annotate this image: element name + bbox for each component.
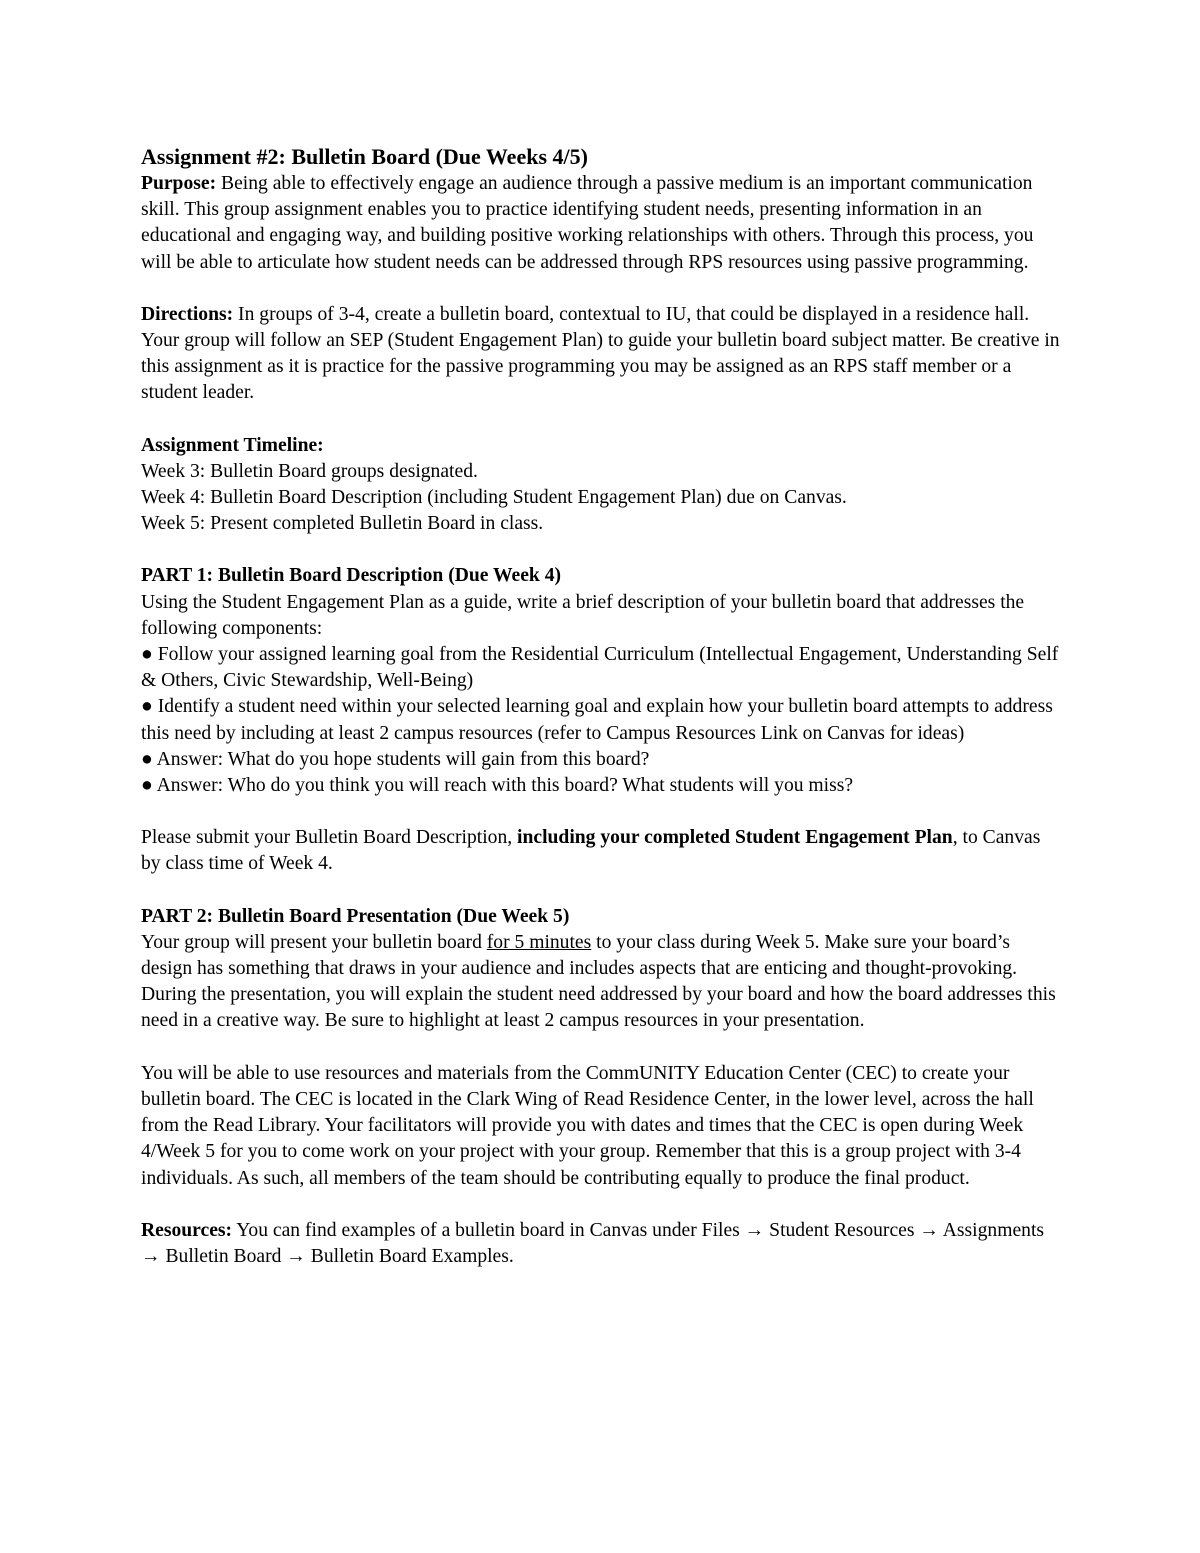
spacer <box>141 878 1061 904</box>
part2-paragraph <box>141 930 1061 1035</box>
part2-text-underline: for 5 minutes <box>486 931 592 953</box>
part1-bullet <box>141 642 1061 694</box>
part1-bullet <box>141 747 1061 773</box>
submit-pre: Please submit your Bulletin Board Description, <box>141 827 518 849</box>
timeline-item: Week 4: Bulletin Board Description (including Student Engagement Plan) due on Canvas. <box>141 487 847 509</box>
spacer <box>141 276 1061 302</box>
part1-heading: PART 1: Bulletin Board Description (Due Week 4) <box>141 565 562 587</box>
timeline-item: Week 5: Present completed Bulletin Board in class. <box>141 513 544 535</box>
submit-post: , to Canvas by class time of Week 4. <box>141 827 1041 875</box>
purpose-paragraph <box>141 171 1061 276</box>
purpose-label: Purpose: <box>141 173 217 194</box>
bullet-icon: ● <box>141 696 153 718</box>
purpose-text: Being able to effectively engage an audience through a passive medium is an important communication skill. This group assignment enables you to practice identifying student needs, presenting information in an educational and engaging way, and building positive working relationships with others. Through this process, you will be able to articulate how student needs can be addressed through RPS resources using passive programming. <box>141 173 1034 273</box>
bullet-text: Follow your assigned learning goal from the Residential Curriculum (Intellectual Engagement, Understanding Self & Others, Civic Stewardship, Well-Being) <box>141 644 1059 692</box>
bullet-text: Answer: Who do you think you will reach with this board? What students will you miss? <box>152 775 854 797</box>
bullet-text: Identify a student need within your selected learning goal and explain how your bulletin board attempts to address this need by including at least 2 campus resources (refer to Campus Resources Link on Canvas for ideas) <box>141 696 1053 744</box>
spacer <box>141 1192 1061 1218</box>
resources-text: You can find examples of a bulletin board in Canvas under Files → Student Resources → Assignments → Bulletin Board → Bulletin Board Examples. <box>141 1219 1045 1267</box>
directions-paragraph <box>141 302 1061 407</box>
part2-text-pre: Your group will present your bulletin board <box>141 931 487 953</box>
part1-bullet <box>141 773 1061 799</box>
spacer <box>141 537 1061 563</box>
spacer <box>141 1035 1061 1061</box>
bullet-icon: ● <box>141 748 153 770</box>
directions-label: Directions: <box>141 303 234 325</box>
spacer <box>141 799 1061 825</box>
cec-paragraph: You will be able to use resources and materials from the CommUNITY Education Center (CEC) to create your bulletin board. The CEC is located in the Clark Wing of Read Residence Center, in the lower level, across the hall from the Read Library. Your facilitators will provide you with dates and times that the CEC is open during Week 4/Week 5 for you to come work on your project with your group. Remember that this is a group project with 3-4 individuals. As such, all members of the team should be contributing equally to produce the final product. <box>141 1062 1034 1189</box>
bullet-icon: ● <box>141 775 153 797</box>
timeline-heading: Assignment Timeline: <box>141 434 324 456</box>
part2-heading: PART 2: Bulletin Board Presentation (Due Week 5) <box>141 905 570 927</box>
resources-label: Resources: <box>141 1219 233 1241</box>
part1-intro: Using the Student Engagement Plan as a guide, write a brief description of your bulletin board that addresses the following components: <box>141 591 1025 639</box>
part2-text-post: to your class during Week 5. Make sure your board’s design has something that draws in your audience and includes aspects that are enticing and thought-provoking. During the presentation, you will explain the student need addressed by your board and how the board addresses this need in a creative way. Be sure to highlight at least 2 campus resources in your presentation. <box>141 931 1056 1032</box>
document-page <box>141 143 1061 1270</box>
directions-text: In groups of 3-4, create a bulletin board, contextual to IU, that could be displayed in a residence hall. Your group will follow an SEP (Student Engagement Plan) to guide your bulletin board subject matter. Be creative in this assignment as it is practice for the passive programming you may be assigned as an RPS staff member or a student leader. <box>141 303 1060 404</box>
bullet-text: Answer: What do you hope students will gain from this board? <box>152 748 650 770</box>
page-title: Assignment #2: Bulletin Board (Due Weeks 4/5) <box>141 144 588 169</box>
submit-bold: including your completed Student Engagement Plan <box>517 827 953 849</box>
bullet-icon: ● <box>141 644 153 666</box>
part1-submit <box>141 825 1061 877</box>
spacer <box>141 407 1061 433</box>
resources-paragraph <box>141 1218 1061 1270</box>
part1-bullet <box>141 694 1061 746</box>
timeline-item: Week 3: Bulletin Board groups designated. <box>141 460 478 482</box>
